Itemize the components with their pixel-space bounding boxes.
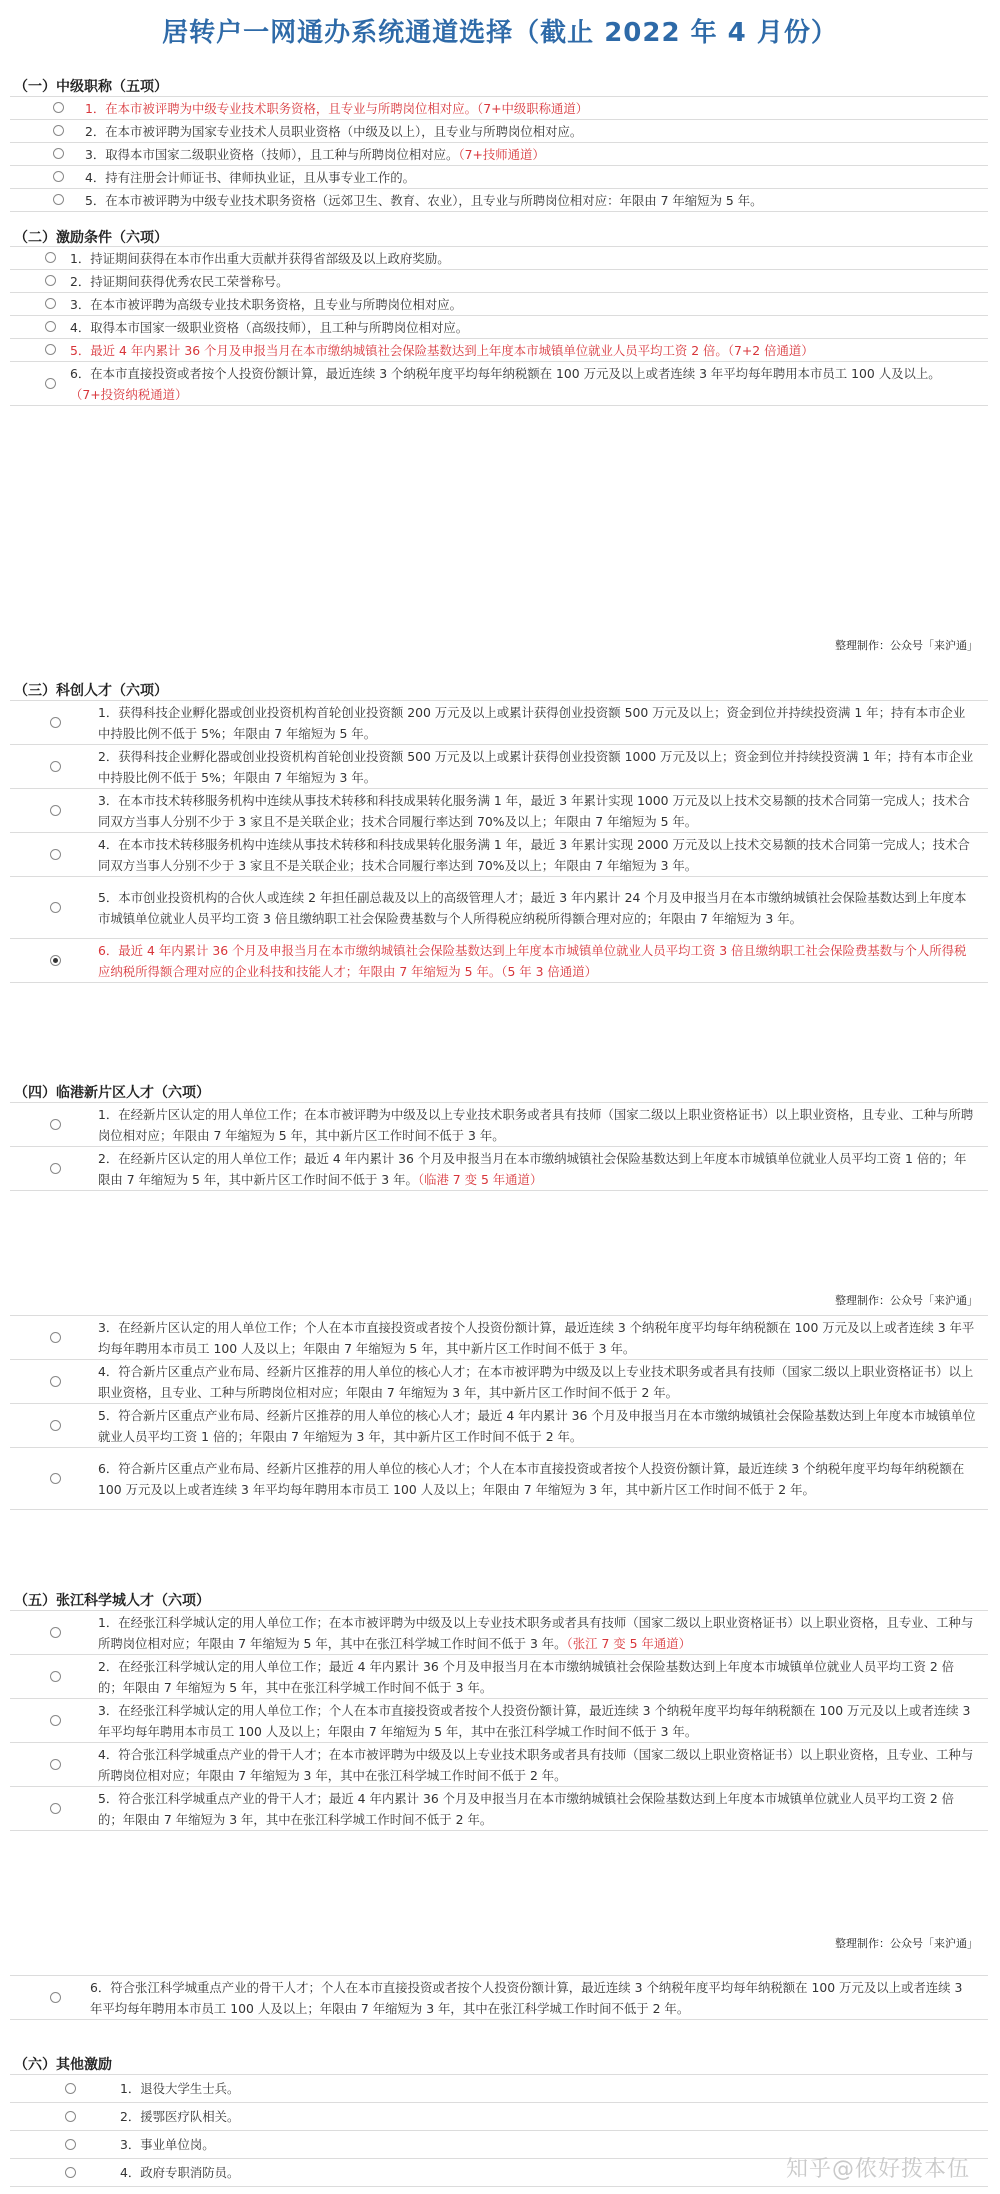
section-title: （五）张江科学城人才（六项） (14, 1593, 210, 1609)
section-title: （四）临港新片区人才（六项） (14, 1085, 210, 1101)
option-label: 2．在本市被评聘为国家专业技术人员职业资格（中级及以上），且专业与所聘岗位相对应。 (85, 123, 583, 139)
option-label: 2．援鄂医疗队相关。 (120, 2109, 240, 2124)
option-row[interactable] (10, 1360, 988, 1404)
option-text (70, 294, 976, 315)
radio-button[interactable] (65, 2083, 76, 2094)
option-row[interactable] (10, 745, 988, 789)
option-label: 1．在经新片区认定的用人单位工作；在本市被评聘为中级及以上专业技术职务或者具有技师（国家二级以上职业资格证书）以上职业资格，且专业、工种与所聘岗位相对应；年限由 7 年缩短为 5 年，其中新片区工作时间不低于 3 年。 (98, 1106, 974, 1143)
channel-tag: （7+中级职称通道） (477, 100, 589, 116)
option-row[interactable] (10, 2075, 988, 2103)
option-list (10, 1315, 988, 1510)
option-text (120, 2106, 976, 2127)
option-row[interactable] (10, 1404, 988, 1448)
radio-button[interactable] (45, 378, 56, 389)
watermark: 知乎@侬好拨本伍 (785, 2157, 970, 2182)
option-row[interactable] (10, 166, 988, 189)
option-text (98, 940, 976, 982)
option-text (98, 790, 976, 832)
option-list (10, 700, 988, 983)
radio-button[interactable] (50, 955, 61, 966)
option-row[interactable] (10, 120, 988, 143)
radio-button[interactable] (50, 1332, 61, 1343)
option-label: 6．在本市直接投资或者按个人投资份额计算，最近连续 3 个纳税年度平均每年纳税额在 100 万元及以上或者连续 3 年平均每年聘用本市员工 100 人及以上。 (70, 365, 941, 381)
radio-button[interactable] (45, 344, 56, 355)
option-row[interactable] (10, 1448, 988, 1510)
radio-button[interactable] (50, 1473, 61, 1484)
option-label: 4．持有注册会计师证书、律师执业证，且从事专业工作的。 (85, 169, 416, 185)
radio-button[interactable] (53, 148, 64, 159)
option-text (98, 1405, 976, 1447)
option-row[interactable] (10, 270, 988, 293)
option-row[interactable] (10, 877, 988, 939)
option-label: 5．符合新片区重点产业布局、经新片区推荐的用人单位的核心人才；最近 4 年内累计 36 个月及申报当月在本市缴纳城镇社会保险基数达到上年度本市城镇单位就业人员平均工资 1 倍的；年限由 7 年缩短为 3 年，其中新片区工作时间不低于 2 年。 (98, 1407, 976, 1444)
option-label: 2．持证期间获得优秀农民工荣誉称号。 (70, 273, 289, 289)
radio-button[interactable] (50, 1992, 61, 2003)
option-row[interactable] (10, 293, 988, 316)
radio-button[interactable] (53, 194, 64, 205)
option-label: 3．在经新片区认定的用人单位工作；个人在本市直接投资或者按个人投资份额计算，最近连续 3 个纳税年度平均每年纳税额在 100 万元及以上或者连续 3 年平均每年聘用本市员工 100 人及以上；年限由 7 年缩短为 5 年，其中新片区工作时间不低于 3 年。 (98, 1319, 975, 1356)
option-list (10, 1975, 988, 2020)
option-text (98, 1656, 976, 1698)
option-text (70, 248, 976, 269)
option-text (98, 1317, 976, 1359)
option-label: 4．在本市技术转移服务机构中连续从事技术转移和科技成果转化服务满 1 年，最近 3 年累计实现 2000 万元及以上技术交易额的技术合同第一完成人；技术合同双方当事人分别不少于 3 家且不是关联企业；技术合同履行率达到 70%及以上；年限由 7 年缩短为 3 年。 (98, 836, 970, 873)
option-label: 2．在经新片区认定的用人单位工作；最近 4 年内累计 36 个月及申报当月在本市缴纳城镇社会保险基数达到上年度本市城镇单位就业人员平均工资 1 倍的；年限由 7 年缩短为 5 年，其中新片区工作时间不低于 3 年。 (98, 1150, 967, 1187)
option-label: 1．持证期间获得在本市作出重大贡献并获得省部级及以上政府奖励。 (70, 250, 450, 266)
channel-tag: （临港 7 变 5 年通道） (417, 1171, 543, 1187)
option-label: 3．取得本市国家二级职业资格（技师），且工种与所聘岗位相对应。 (85, 146, 459, 162)
option-row[interactable] (10, 1316, 988, 1360)
radio-button[interactable] (50, 805, 61, 816)
radio-button[interactable] (50, 1803, 61, 1814)
section-title: （二）激励条件（六项） (14, 230, 168, 246)
option-text (98, 1104, 976, 1146)
option-row[interactable] (10, 789, 988, 833)
option-text (98, 834, 976, 876)
channel-tag: （7+技师通道） (458, 146, 545, 162)
radio-button[interactable] (50, 1163, 61, 1174)
radio-button[interactable] (53, 171, 64, 182)
option-text (98, 1612, 976, 1654)
option-label: 3．在本市技术转移服务机构中连续从事技术转移和科技成果转化服务满 1 年，最近 3 年累计实现 1000 万元及以上技术交易额的技术合同第一完成人；技术合同双方当事人分别不少于 3 家且不是关联企业；技术合同履行率达到 70%及以上；年限由 7 年缩短为 5 年。 (98, 792, 970, 829)
radio-button[interactable] (45, 298, 56, 309)
option-text (85, 144, 976, 165)
option-label: 4．取得本市国家一级职业资格（高级技师），且工种与所聘岗位相对应。 (70, 319, 469, 335)
option-label: 5．本市创业投资机构的合伙人或连续 2 年担任副总裁及以上的高级管理人才；最近 3 年内累计 24 个月及申报当月在本市缴纳城镇社会保险基数达到上年度本市城镇单位就业人员平均工资 3 倍且缴纳职工社会保险费基数与个人所得税应纳税所得额合理对应的；年限由 7 年缩短为 3 年。 (98, 889, 967, 926)
option-list (10, 1610, 988, 1831)
radio-button[interactable] (45, 252, 56, 263)
option-label: 1．退役大学生士兵。 (120, 2081, 240, 2096)
credit-note: 整理制作：公众号「来沪通」 (835, 639, 978, 652)
radio-button[interactable] (50, 849, 61, 860)
option-label: 5．符合张江科学城重点产业的骨干人才；最近 4 年内累计 36 个月及申报当月在本市缴纳城镇社会保险基数达到上年度本市城镇单位就业人员平均工资 2 倍的；年限由 7 年缩短为 3 年，其中在张江科学城工作时间不低于 2 年。 (98, 1790, 955, 1827)
option-text (98, 887, 976, 929)
channel-tag: （7+2 倍通道） (727, 342, 814, 358)
option-label: 5．在本市被评聘为中级专业技术职务资格（远郊卫生、教育、农业），且专业与所聘岗位相对应：年限由 7 年缩短为 5 年。 (85, 192, 763, 208)
option-text (90, 1977, 976, 2019)
option-list (10, 1102, 988, 1191)
option-label: 3．事业单位岗。 (120, 2137, 215, 2152)
option-label: 2．获得科技企业孵化器或创业投资机构首轮创业投资额 500 万元及以上或累计获得创业投资额 1000 万元及以上；资金到位并持续投资满 1 年；持有本市企业中持股比例不低于 5%；年限由 7 年缩短为 3 年。 (98, 748, 974, 785)
radio-button[interactable] (50, 761, 61, 772)
option-label: 4．政府专职消防员。 (120, 2165, 240, 2180)
option-row[interactable] (10, 2103, 988, 2131)
page-title: 居转户一网通办系统通道选择（截止 2022 年 4 月份） (162, 18, 838, 48)
option-label: 4．符合张江科学城重点产业的骨干人才；在本市被评聘为中级及以上专业技术职务或者具有技师（国家二级以上职业资格证书）以上职业资格，且专业、工种与所聘岗位相对应；年限由 7 年缩短为 3 年，其中在张江科学城工作时间不低于 2 年。 (98, 1746, 974, 1783)
radio-button[interactable] (53, 102, 64, 113)
option-row[interactable] (10, 1699, 988, 1743)
option-text (98, 1148, 976, 1190)
option-text (85, 167, 976, 188)
radio-button[interactable] (53, 125, 64, 136)
radio-button[interactable] (50, 902, 61, 913)
option-text (120, 2078, 976, 2099)
option-text (70, 363, 976, 405)
channel-tag: （张江 7 变 5 年通道） (566, 1635, 692, 1651)
radio-button[interactable] (50, 1376, 61, 1387)
option-row[interactable] (10, 833, 988, 877)
option-text (98, 746, 976, 788)
option-label: 4．符合新片区重点产业布局、经新片区推荐的用人单位的核心人才；在本市被评聘为中级及以上专业技术职务或者具有技师（国家二级以上职业资格证书）以上职业资格，且专业、工种与所聘岗位相对应；年限由 7 年缩短为 3 年，其中新片区工作时间不低于 2 年。 (98, 1363, 974, 1400)
channel-tag: （5 年 3 倍通道） (501, 963, 597, 979)
option-list (10, 96, 988, 212)
channel-tag: （7+投资纳税通道） (70, 386, 188, 402)
option-text (70, 317, 976, 338)
option-row[interactable] (10, 316, 988, 339)
radio-button[interactable] (50, 1715, 61, 1726)
option-row[interactable] (10, 1976, 988, 2020)
option-row[interactable] (10, 1655, 988, 1699)
radio-button[interactable] (50, 1671, 61, 1682)
option-text (98, 1458, 976, 1500)
radio-button[interactable] (50, 1627, 61, 1638)
radio-button[interactable] (50, 1420, 61, 1431)
option-row[interactable] (10, 701, 988, 745)
radio-button[interactable] (65, 2111, 76, 2122)
credit-note: 整理制作：公众号「来沪通」 (835, 1937, 978, 1950)
option-list (10, 246, 988, 406)
option-row[interactable] (10, 339, 988, 362)
radio-button[interactable] (45, 321, 56, 332)
radio-button[interactable] (50, 1759, 61, 1770)
option-row[interactable] (10, 1743, 988, 1787)
option-row[interactable] (10, 1147, 988, 1191)
option-row[interactable] (10, 1611, 988, 1655)
option-text (85, 190, 976, 211)
option-row[interactable] (10, 939, 988, 983)
option-label: 1．在本市被评聘为中级专业技术职务资格，且专业与所聘岗位相对应。 (85, 100, 477, 116)
option-row[interactable] (10, 97, 988, 120)
option-row[interactable] (10, 1787, 988, 1831)
option-row[interactable] (10, 1103, 988, 1147)
option-row[interactable] (10, 362, 988, 406)
option-text (85, 98, 976, 119)
option-label: 6．符合新片区重点产业布局、经新片区推荐的用人单位的核心人才；个人在本市直接投资或者按个人投资份额计算，最近连续 3 个纳税年度平均每年纳税额在 100 万元及以上或者连续 3 年平均每年聘用本市员工 100 人及以上；年限由 7 年缩短为 3 年，其中新片区工作时间不低于 2 年。 (98, 1460, 965, 1497)
option-label: 5．最近 4 年内累计 36 个月及申报当月在本市缴纳城镇社会保险基数达到上年度本市城镇单位就业人员平均工资 2 倍。 (70, 342, 728, 358)
option-label: 6．符合张江科学城重点产业的骨干人才；个人在本市直接投资或者按个人投资份额计算，最近连续 3 个纳税年度平均每年纳税额在 100 万元及以上或者连续 3 年平均每年聘用本市员工 100 人及以上；年限由 7 年缩短为 3 年，其中在张江科学城工作时间不低于 2 年。 (90, 1979, 963, 2016)
option-label: 1．在经张江科学城认定的用人单位工作；在本市被评聘为中级及以上专业技术职务或者具有技师（国家二级以上职业资格证书）以上职业资格，且专业、工种与所聘岗位相对应；年限由 7 年缩短为 5 年，其中在张江科学城工作时间不低于 3 年。 (98, 1614, 974, 1651)
option-text (98, 1361, 976, 1403)
option-row[interactable] (10, 247, 988, 270)
option-label: 2．在经张江科学城认定的用人单位工作；最近 4 年内累计 36 个月及申报当月在本市缴纳城镇社会保险基数达到上年度本市城镇单位就业人员平均工资 2 倍的；年限由 7 年缩短为 5 年，其中在张江科学城工作时间不低于 3 年。 (98, 1658, 955, 1695)
option-label: 1．获得科技企业孵化器或创业投资机构首轮创业投资额 200 万元及以上或累计获得创业投资额 500 万元及以上；资金到位并持续投资满 1 年；持有本市企业中持股比例不低于 5%；年限由 7 年缩短为 5 年。 (98, 704, 966, 741)
option-text (98, 702, 976, 744)
option-text (70, 340, 976, 361)
section-title: （六）其他激励 (14, 2057, 112, 2073)
option-text (85, 121, 976, 142)
section-title: （三）科创人才（六项） (14, 683, 168, 699)
option-row[interactable] (10, 189, 988, 212)
radio-button[interactable] (65, 2167, 76, 2178)
option-label: 3．在经张江科学城认定的用人单位工作；个人在本市直接投资或者按个人投资份额计算，最近连续 3 个纳税年度平均每年纳税额在 100 万元及以上或者连续 3 年平均每年聘用本市员工 100 人及以上；年限由 7 年缩短为 5 年，其中在张江科学城工作时间不低于 3 年。 (98, 1702, 971, 1739)
option-row[interactable] (10, 143, 988, 166)
option-text (98, 1700, 976, 1742)
radio-button[interactable] (50, 717, 61, 728)
option-label: 3．在本市被评聘为高级专业技术职务资格，且专业与所聘岗位相对应。 (70, 296, 462, 312)
section-title: （一）中级职称（五项） (14, 79, 168, 95)
radio-button[interactable] (50, 1119, 61, 1130)
radio-button[interactable] (45, 275, 56, 286)
option-text (98, 1788, 976, 1830)
option-label: 6．最近 4 年内累计 36 个月及申报当月在本市缴纳城镇社会保险基数达到上年度本市城镇单位就业人员平均工资 3 倍且缴纳职工社会保险费基数与个人所得税应纳税所得额合理对应的企业科技和技能人才；年限由 7 年缩短为 5 年。 (98, 942, 967, 979)
option-text (70, 271, 976, 292)
credit-note: 整理制作：公众号「来沪通」 (835, 1294, 978, 1307)
option-text (98, 1744, 976, 1786)
radio-button[interactable] (65, 2139, 76, 2150)
